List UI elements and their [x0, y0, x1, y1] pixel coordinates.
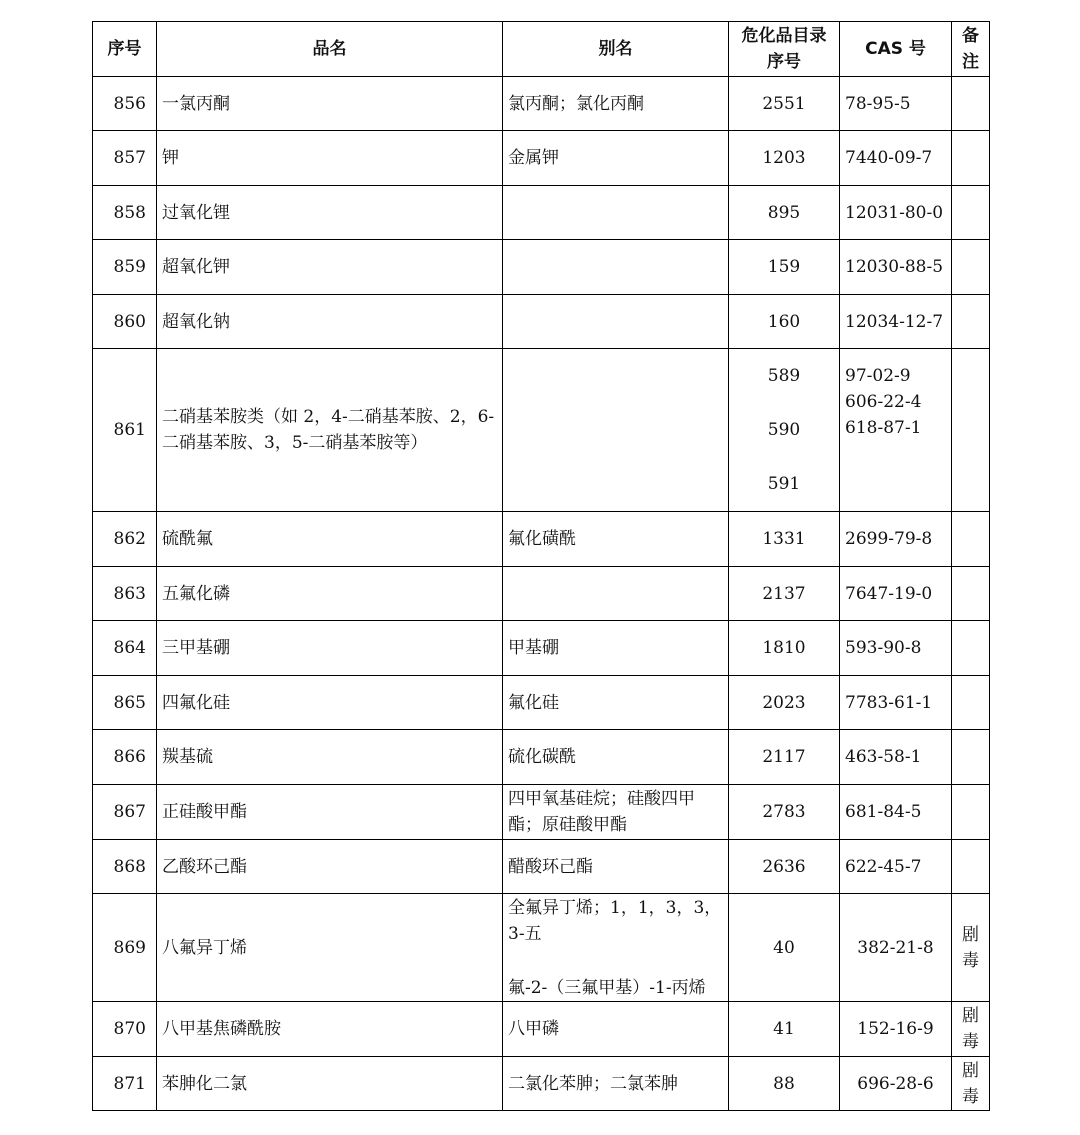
- cell-alias: [503, 240, 729, 295]
- table-row: [93, 349, 990, 512]
- table-row: [93, 186, 990, 240]
- cell-cas: 7783-61-1: [840, 676, 952, 730]
- cell-cas: [840, 349, 952, 512]
- table-row: [93, 676, 990, 730]
- header-catalog-line2: 序号: [767, 52, 801, 72]
- cell-cas: 622-45-7: [840, 840, 952, 894]
- cell-seq: 862: [93, 512, 157, 567]
- chemical-table: [92, 21, 990, 1111]
- cell-seq: 860: [93, 295, 157, 349]
- table-row: [93, 1002, 990, 1057]
- cell-seq: 870: [93, 1002, 157, 1057]
- cell-cas: 12031-80-0: [840, 186, 952, 240]
- cell-note-line: 毒: [962, 1086, 979, 1107]
- cell-catalog: 160: [729, 295, 840, 349]
- cell-note: [952, 730, 990, 785]
- cell-name: 二硝基苯胺类（如 2，4-二硝基苯胺、2，6-二硝基苯胺、3，5-二硝基苯胺等）: [157, 349, 503, 512]
- cell-catalog: 1331: [729, 512, 840, 567]
- cell-name: 四氟化硅: [157, 676, 503, 730]
- cell-cas: 463-58-1: [840, 730, 952, 785]
- cell-note: [952, 240, 990, 295]
- table-row: [93, 840, 990, 894]
- cell-alias-line: 全氟异丁烯；1，1，3，3，3-五: [508, 897, 722, 944]
- cell-catalog-line: 589: [767, 366, 801, 386]
- cell-alias: 四甲氧基硅烷；硅酸四甲酯；原硅酸甲酯: [503, 785, 729, 840]
- cell-name: 羰基硫: [157, 730, 503, 785]
- table-row: [93, 131, 990, 186]
- cell-note-line: 剧: [962, 924, 979, 945]
- cell-name: 超氧化钠: [157, 295, 503, 349]
- cell-catalog-line: 590: [767, 420, 801, 440]
- header-seq: 序号: [93, 22, 157, 77]
- cell-alias-line: 氟-2-（三氟甲基）-1-丙烯: [508, 977, 706, 998]
- cell-note: [952, 894, 990, 1002]
- cell-seq: 863: [93, 567, 157, 621]
- table-row: [93, 567, 990, 621]
- cell-note: [952, 840, 990, 894]
- cell-name: 钾: [157, 131, 503, 186]
- cell-catalog: 88: [729, 1057, 840, 1111]
- cell-alias: 氟化磺酰: [503, 512, 729, 567]
- cell-name: 过氧化锂: [157, 186, 503, 240]
- table-row: [93, 730, 990, 785]
- cell-seq: 867: [93, 785, 157, 840]
- table-row: [93, 621, 990, 676]
- table-body: [93, 77, 990, 1111]
- cell-seq: 856: [93, 77, 157, 131]
- cell-cas: 696-28-6: [840, 1057, 952, 1111]
- cell-name: 硫酰氟: [157, 512, 503, 567]
- cell-alias: 甲基硼: [503, 621, 729, 676]
- cell-catalog: 1810: [729, 621, 840, 676]
- header-note-line1: 备: [962, 26, 979, 46]
- cell-seq: 859: [93, 240, 157, 295]
- cell-alias: 二氯化苯胂；二氯苯胂: [503, 1057, 729, 1111]
- cell-catalog: 1203: [729, 131, 840, 186]
- header-cas: CAS 号: [840, 22, 952, 77]
- cell-note-line: 毒: [962, 1032, 979, 1052]
- cell-note: [952, 676, 990, 730]
- cell-cas: 681-84-5: [840, 785, 952, 840]
- table-row: [93, 1057, 990, 1111]
- cell-alias: [503, 349, 729, 512]
- cell-note-line: 毒: [962, 950, 979, 971]
- cell-name: 八氟异丁烯: [157, 894, 503, 1002]
- cell-catalog: 40: [729, 894, 840, 1002]
- cell-note: [952, 1002, 990, 1057]
- cell-alias: [503, 186, 729, 240]
- cell-note: [952, 295, 990, 349]
- cell-alias: [503, 567, 729, 621]
- header-name: 品名: [157, 22, 503, 77]
- cell-catalog: 2636: [729, 840, 840, 894]
- cell-note-line: 剧: [962, 1060, 979, 1081]
- cell-note: [952, 131, 990, 186]
- cell-cas: 7440-09-7: [840, 131, 952, 186]
- cell-cas-line: 97-02-9: [845, 366, 911, 386]
- cell-catalog: 2137: [729, 567, 840, 621]
- cell-note: [952, 349, 990, 512]
- cell-catalog: 895: [729, 186, 840, 240]
- table-row: [93, 295, 990, 349]
- cell-cas: 593-90-8: [840, 621, 952, 676]
- cell-name: 八甲基焦磷酰胺: [157, 1002, 503, 1057]
- cell-alias: 醋酸环己酯: [503, 840, 729, 894]
- table-row: [93, 512, 990, 567]
- cell-seq: 868: [93, 840, 157, 894]
- cell-catalog: 2117: [729, 730, 840, 785]
- cell-catalog: 159: [729, 240, 840, 295]
- cell-name: 五氟化磷: [157, 567, 503, 621]
- cell-name: 苯胂化二氯: [157, 1057, 503, 1111]
- cell-seq: 858: [93, 186, 157, 240]
- cell-seq: 865: [93, 676, 157, 730]
- cell-note: [952, 512, 990, 567]
- header-alias: 别名: [503, 22, 729, 77]
- cell-note: [952, 567, 990, 621]
- cell-catalog: 2551: [729, 77, 840, 131]
- cell-alias: 氟化硅: [503, 676, 729, 730]
- cell-note-line: 剧: [962, 1006, 979, 1026]
- header-catalog-line1: 危化品目录: [741, 26, 827, 46]
- cell-alias: 氯丙酮；氯化丙酮: [503, 77, 729, 131]
- cell-note: [952, 186, 990, 240]
- cell-cas: 7647-19-0: [840, 567, 952, 621]
- cell-seq: 866: [93, 730, 157, 785]
- cell-alias: [503, 894, 729, 1002]
- cell-alias: 八甲磷: [503, 1002, 729, 1057]
- cell-cas: 382-21-8: [840, 894, 952, 1002]
- cell-cas: 78-95-5: [840, 77, 952, 131]
- cell-alias: 金属钾: [503, 131, 729, 186]
- cell-note: [952, 621, 990, 676]
- cell-seq: 869: [93, 894, 157, 1002]
- table-row: [93, 240, 990, 295]
- cell-catalog: 2023: [729, 676, 840, 730]
- cell-cas-line: 618-87-1: [845, 418, 922, 438]
- header-note-line2: 注: [962, 52, 979, 72]
- cell-seq: 857: [93, 131, 157, 186]
- cell-seq: 861: [93, 349, 157, 512]
- cell-name: 一氯丙酮: [157, 77, 503, 131]
- cell-catalog: [729, 349, 840, 512]
- cell-catalog-line: 591: [767, 474, 801, 494]
- cell-cas: 152-16-9: [840, 1002, 952, 1057]
- table-header-row: [93, 22, 990, 77]
- cell-catalog: 41: [729, 1002, 840, 1057]
- cell-name: 正硅酸甲酯: [157, 785, 503, 840]
- cell-seq: 864: [93, 621, 157, 676]
- cell-seq: 871: [93, 1057, 157, 1111]
- cell-name: 三甲基硼: [157, 621, 503, 676]
- header-catalog: [729, 22, 840, 77]
- table-row: [93, 785, 990, 840]
- cell-note: [952, 77, 990, 131]
- cell-name: 超氧化钾: [157, 240, 503, 295]
- cell-alias: [503, 295, 729, 349]
- cell-cas: 12030-88-5: [840, 240, 952, 295]
- cell-catalog: 2783: [729, 785, 840, 840]
- table-row: [93, 894, 990, 1002]
- cell-cas: 12034-12-7: [840, 295, 952, 349]
- cell-note: [952, 1057, 990, 1111]
- cell-cas-line: 606-22-4: [845, 392, 922, 412]
- cell-note: [952, 785, 990, 840]
- cell-alias: 硫化碳酰: [503, 730, 729, 785]
- cell-name: 乙酸环己酯: [157, 840, 503, 894]
- cell-cas: 2699-79-8: [840, 512, 952, 567]
- table-row: [93, 77, 990, 131]
- header-note: [952, 22, 990, 77]
